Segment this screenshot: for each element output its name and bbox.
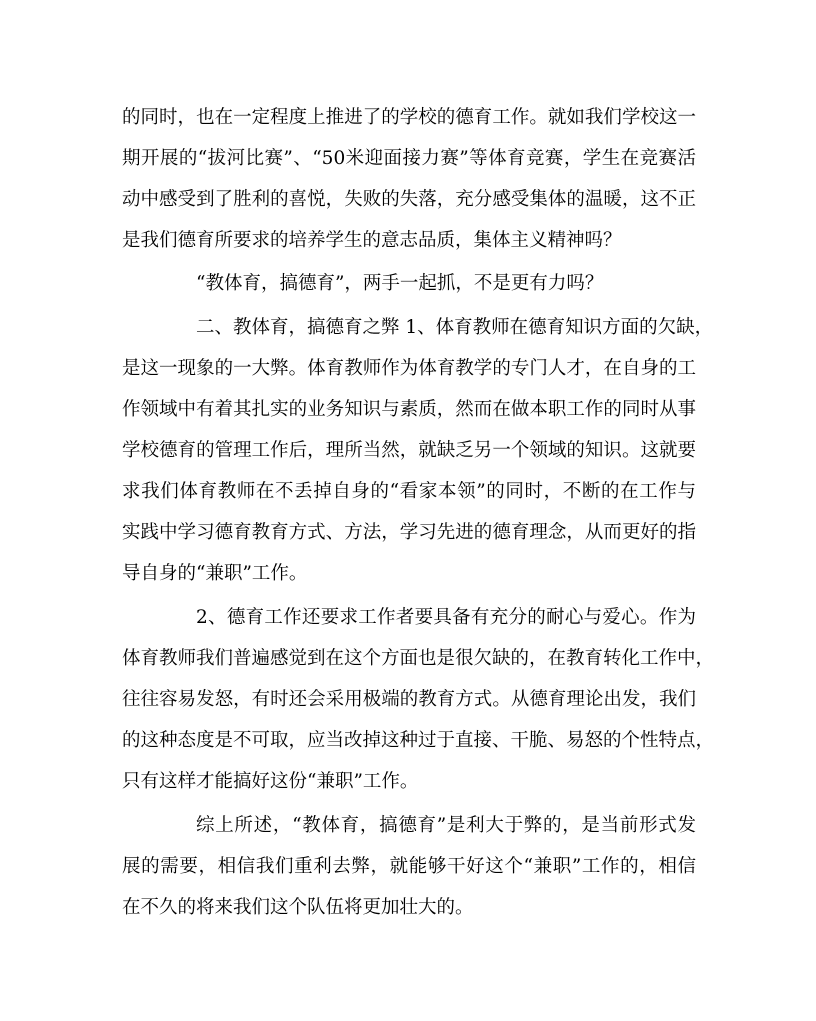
paragraph-4-line-2: 体育教师我们普遍感觉到在这个方面也是很欠缺的，在教育转化工作中，: [122, 648, 715, 669]
paragraph-5-line-1: 综上所述，“教体育，搞德育”是利大于弊的，是当前形式发: [196, 815, 696, 836]
paragraph-4-line-1: 2、德育工作还要求工作者要具备有充分的耐心与爱心。作为: [196, 607, 696, 628]
paragraph-2-line-1: “教体育，搞德育”，两手一起抓，不是更有力吗？: [196, 273, 604, 294]
paragraph-1-line-3: 动中感受到了胜利的喜悦，失败的失落，充分感受集体的温暖，这不正: [122, 189, 696, 210]
paragraph-3-line-5: 求我们体育教师在不丢掉自身的“看家本领”的同时，不断的在工作与: [122, 481, 696, 502]
paragraph-1-line-1: 的同时，也在一定程度上推进了的学校的德育工作。就如我们学校这一: [122, 107, 696, 128]
paragraph-3-line-6: 实践中学习德育教育方式、方法，学习先进的德育理念，从而更好的指: [122, 522, 696, 543]
paragraph-4-line-3: 往往容易发怒，有时还会采用极端的教育方式。从德育理论出发，我们: [122, 689, 696, 710]
paragraph-1-line-4: 是我们德育所要求的培养学生的意志品质，集体主义精神吗？: [122, 230, 622, 251]
paragraph-1-line-2: 期开展的“拔河比赛”、“50米迎面接力赛”等体育竞赛，学生在竞赛活: [122, 148, 696, 169]
paragraph-5-line-2: 展的需要，相信我们重利去弊，就能够干好这个“兼职”工作的，相信: [122, 856, 696, 877]
paragraph-3-line-3: 作领域中有着其扎实的业务知识与素质，然而在做本职工作的同时从事: [122, 399, 696, 420]
paragraph-3-line-7: 导自身的“兼职”工作。: [122, 563, 308, 584]
paragraph-3-line-4: 学校德育的管理工作后，理所当然，就缺乏另一个领域的知识。这就要: [122, 440, 696, 461]
paragraph-3-line-2: 是这一现象的一大弊。体育教师作为体育教学的专门人才，在自身的工: [122, 358, 696, 379]
paragraph-5-line-3: 在不久的将来我们这个队伍将更加壮大的。: [122, 897, 474, 918]
paragraph-4-line-4: 的这种态度是不可取，应当改掉这种过于直接、干脆、易怒的个性特点，: [122, 730, 715, 751]
paragraph-3-line-1: 二、教体育，搞德育之弊 1、体育教师在德育知识方面的欠缺，: [196, 317, 714, 338]
paragraph-4-line-5: 只有这样才能搞好这份“兼职”工作。: [122, 771, 419, 792]
